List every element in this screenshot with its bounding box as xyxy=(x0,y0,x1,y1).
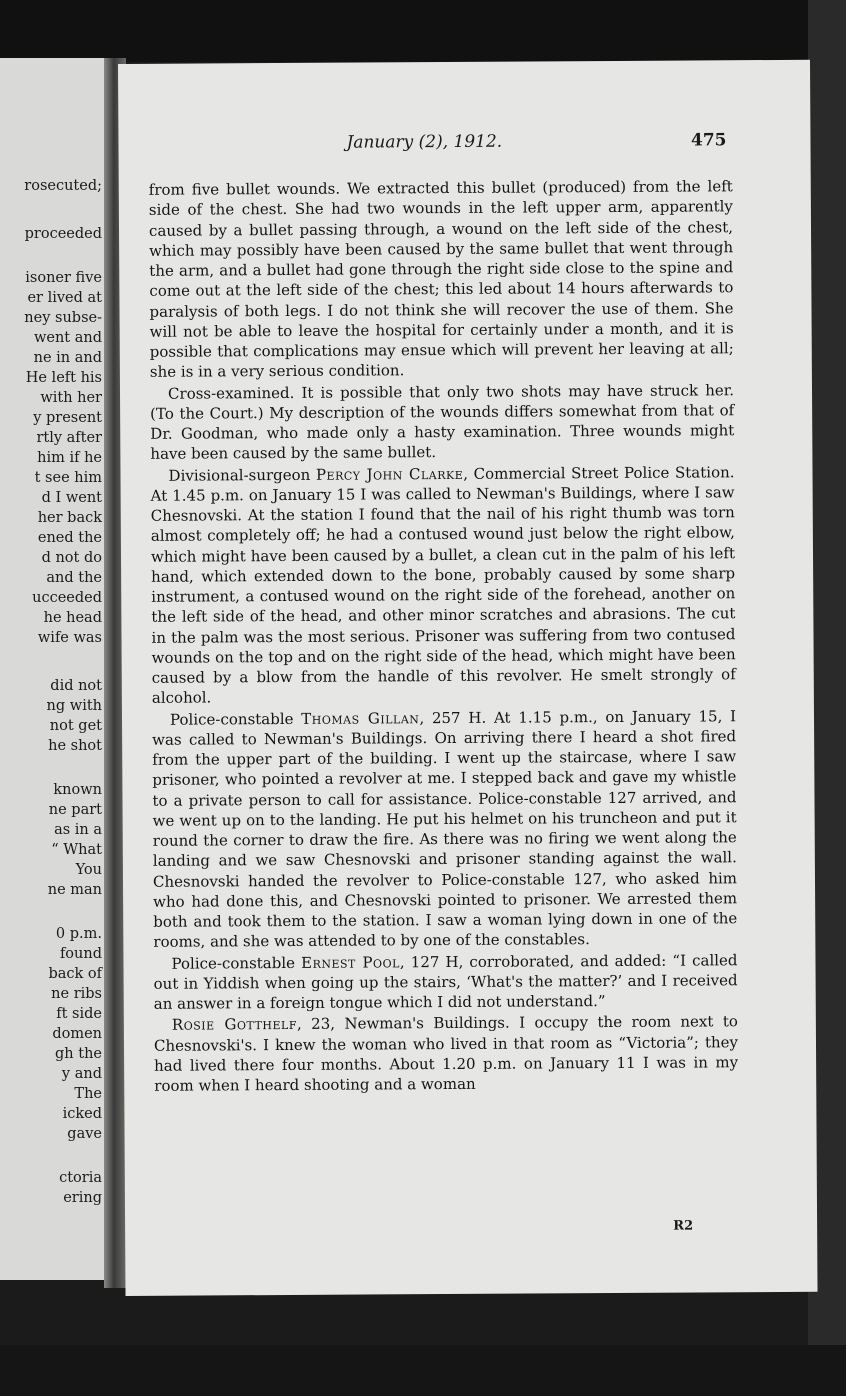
page-number: 475 xyxy=(690,130,727,151)
left-page-line: ne man xyxy=(47,882,102,898)
left-page-line: The xyxy=(74,1086,102,1102)
left-page-line: ering xyxy=(63,1190,102,1206)
witness-testimony: , Commercial Street Police Station. At 1.45 p.m. on January 15 I was called to Newman's Buildings, where I saw Chesnovski. At the station I found that the nail of his right thumb was torn almost completely off; he had a contused wound just below the right elbow, which might have been caused by a bullet, a clean cut in the palm of his left hand, which extended down to the bone, probably caused by some sharp instrument, a contused wound on the right side of the forehead, another on the left side of the head, and other minor scratches and abrasions. The cut in the palm was the most serious. Prisoner was suffering from two contused wounds on the top and on the right side of the head, which might have been caused by a blow from the handle of this revolver. He smelt strongly of alcohol. xyxy=(150,462,736,708)
witness-testimony: , 23, Newman's Buildings. I occupy the room next to Chesnovski's. I knew the woman who lived in that room as “Victoria”; they had lived there four months. About 1.20 p.m. on January 11 I was in my room when I heard shooting and a woman xyxy=(153,1012,739,1095)
left-page-line: found xyxy=(59,946,102,962)
left-page-line: not get xyxy=(49,718,102,734)
left-page-line: ne in and xyxy=(33,350,102,366)
left-page-line: went and xyxy=(33,330,102,346)
paragraph-divisional-surgeon xyxy=(150,462,735,709)
left-page-line: as in a xyxy=(54,822,102,838)
left-facing-page xyxy=(0,58,108,1280)
signature-mark: R2 xyxy=(673,1218,694,1234)
left-page-line: You xyxy=(75,862,102,878)
running-title: January (2), 1912. xyxy=(346,131,503,153)
left-page-line: ng with xyxy=(46,698,102,714)
left-page-line: y and xyxy=(61,1066,102,1082)
left-page-line: icked xyxy=(62,1106,102,1122)
paragraph-constable-pool xyxy=(153,950,737,1014)
left-page-line: known xyxy=(53,782,102,798)
left-page-line: rosecuted; xyxy=(24,178,102,194)
left-page-line: him if he xyxy=(37,450,102,466)
left-page-line: rtly after xyxy=(36,430,102,446)
left-page-line: back of xyxy=(48,966,102,982)
left-page-line: ney subse- xyxy=(24,310,102,326)
left-page-line: ened the xyxy=(37,530,102,546)
witness-testimony: , 127 H, corroborated, and added: “I called out in Yiddish when going up the stairs, ‘What's the matter?’ and I received an answer in a foreign tongue which I did not understand.” xyxy=(153,950,738,1013)
left-page-line: wife was xyxy=(37,630,102,646)
page-body xyxy=(149,176,739,1096)
scan-bottom-border xyxy=(0,1345,846,1396)
left-page-line: her back xyxy=(37,510,102,526)
witness-role: Divisional-surgeon xyxy=(168,465,316,485)
left-page-line: he shot xyxy=(48,738,102,754)
witness-name: Percy John Clarke xyxy=(315,464,464,484)
witness-name: Ernest Pool xyxy=(301,952,400,972)
paragraph-cross-examined: Cross-examined. It is possible that only two shots may have struck her. (To the Court.) My description of the wounds differs somewhat from that of Dr. Goodman, who made only a hasty examination. Three wounds might have been caused by the same bullet. xyxy=(150,380,735,464)
left-page-line: gave xyxy=(67,1126,102,1142)
left-page-line: did not xyxy=(50,678,102,694)
left-page-line: er lived at xyxy=(27,290,102,306)
left-page-line: “ What xyxy=(51,842,102,858)
right-page xyxy=(118,60,818,1296)
left-page-line: 0 p.m. xyxy=(55,926,102,942)
left-page-line: d I went xyxy=(41,490,102,506)
left-page-line: with her xyxy=(40,390,102,406)
left-page-line: t see him xyxy=(34,470,102,486)
left-page-line: ft side xyxy=(56,1006,102,1022)
scan-top-border xyxy=(0,0,846,62)
left-page-line: proceeded xyxy=(24,226,102,242)
witness-role: Police-constable xyxy=(171,953,302,973)
witness-name: Rosie Gotthelf xyxy=(171,1015,298,1034)
left-page-line: He left his xyxy=(25,370,102,386)
paragraph-constable-gillan xyxy=(152,706,737,953)
left-page-line: ctoria xyxy=(59,1170,102,1186)
left-page-line: domen xyxy=(52,1026,102,1042)
paragraph-medical-evidence: from five bullet wounds. We extracted this bullet (produced) from the left side of the chest. She had two wounds in the left upper arm, apparently caused by a bullet passing through, a wound on the left side of the chest, which may possibly have been caused by the same bullet that went through the arm, and a bullet had gone through the right side close to the spine and come out at the left side of the chest; this led about 14 hours afterwards to paralysis of both legs. I do not think she will recover the use of them. She will not be able to leave the hospital for certainly under a month, and it is possible that complications may ensue which will prevent her leaving at all; she is in a very serious condition. xyxy=(148,177,734,382)
left-page-line: he head xyxy=(43,610,102,626)
paragraph-rosie-gotthelf xyxy=(154,1011,738,1096)
witness-name: Thomas Gillan xyxy=(301,708,420,728)
left-page-line: isoner five xyxy=(25,270,102,286)
witness-role: Police-constable xyxy=(169,709,302,729)
left-page-line: and the xyxy=(46,570,102,586)
left-page-line: d not do xyxy=(41,550,102,566)
left-page-line: ne part xyxy=(48,802,102,818)
left-page-line: ne ribs xyxy=(51,986,102,1002)
left-page-line: y present xyxy=(33,410,102,426)
witness-testimony: , 257 H. At 1.15 p.m., on January 15, I was called to Newman's Buildings. On arriving there I heard a shot fired from the upper part of the building. I went up the staircase, where I saw prisoner, who pointed a revolver at me. I stepped back and gave my whistle to a private person to call for assistance. Police-constable 127 arrived, and we went up on to the landing. He put his helmet on his truncheon and put it round the corner to draw the fire. As there was no firing we went along the landing and we saw Chesnovski and prisoner standing against the wall. Chesnovski handed the revolver to Police-constable 127, who asked him who had done this, and Chesnovski pointed to prisoner. We arrested them both and took them to the station. I saw a woman lying down in one of the rooms, and she was attended to by one of the constables. xyxy=(152,706,738,952)
left-page-line: ucceeded xyxy=(32,590,102,606)
left-page-line: gh the xyxy=(55,1046,102,1062)
